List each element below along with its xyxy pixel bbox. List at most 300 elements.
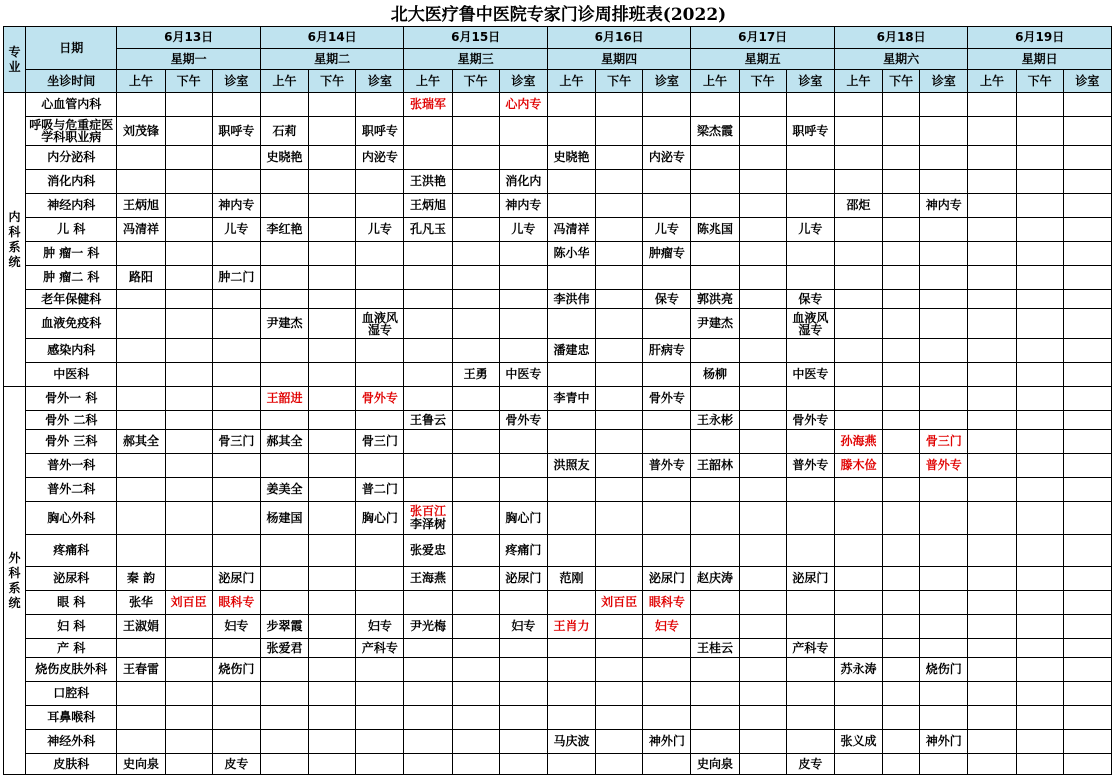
schedule-cell [165, 93, 212, 117]
schedule-cell: 骨外专 [356, 387, 404, 411]
schedule-cell [968, 93, 1016, 117]
department-name: 消化内科 [26, 170, 117, 194]
schedule-cell [968, 363, 1016, 387]
schedule-cell [883, 567, 920, 591]
schedule-cell: 陈小华 [547, 242, 595, 266]
schedule-cell [596, 170, 643, 194]
schedule-cell [452, 454, 499, 478]
schedule-cell [883, 591, 920, 615]
schedule-cell [260, 339, 308, 363]
schedule-cell: 普外专 [786, 454, 834, 478]
schedule-cell [547, 682, 595, 706]
system-label-surgical: 外科系统 [4, 387, 26, 775]
schedule-cell [165, 387, 212, 411]
schedule-cell: 李红艳 [260, 218, 308, 242]
schedule-cell [883, 387, 920, 411]
schedule-cell [356, 535, 404, 567]
schedule-cell [968, 754, 1016, 775]
schedule-cell [643, 266, 691, 290]
day-date: 6月13日 [117, 27, 261, 49]
schedule-cell [883, 218, 920, 242]
schedule-cell: 王淑娟 [117, 615, 165, 639]
table-row [4, 93, 1112, 117]
table-row [4, 454, 1112, 478]
schedule-cell [260, 194, 308, 218]
schedule-cell [499, 478, 547, 502]
schedule-cell [404, 658, 452, 682]
schedule-cell [920, 266, 968, 290]
slot-label: 上午 [404, 70, 452, 93]
schedule-cell [786, 615, 834, 639]
schedule-cell [786, 387, 834, 411]
schedule-cell: 职呼专 [356, 117, 404, 146]
schedule-cell [1063, 242, 1111, 266]
schedule-cell: 史晓艳 [260, 146, 308, 170]
schedule-cell [452, 170, 499, 194]
schedule-cell [883, 290, 920, 309]
schedule-cell [786, 242, 834, 266]
schedule-cell [1063, 363, 1111, 387]
schedule-cell [117, 706, 165, 730]
schedule-cell [883, 682, 920, 706]
department-name: 中医科 [26, 363, 117, 387]
schedule-cell [309, 591, 356, 615]
schedule-cell [1063, 502, 1111, 535]
schedule-cell [404, 290, 452, 309]
schedule-cell [1063, 93, 1111, 117]
schedule-cell [643, 93, 691, 117]
schedule-cell: 张华 [117, 591, 165, 615]
schedule-cell [834, 591, 882, 615]
schedule-cell [691, 170, 739, 194]
schedule-cell [212, 478, 260, 502]
schedule-cell: 神内专 [212, 194, 260, 218]
schedule-cell [356, 682, 404, 706]
schedule-cell [1016, 639, 1063, 658]
schedule-cell [260, 754, 308, 775]
schedule-cell [165, 535, 212, 567]
schedule-cell [452, 146, 499, 170]
table-row [4, 363, 1112, 387]
table-row [4, 658, 1112, 682]
schedule-cell [739, 502, 786, 535]
schedule-cell [452, 591, 499, 615]
schedule-cell [1016, 454, 1063, 478]
table-row [4, 218, 1112, 242]
schedule-cell [968, 639, 1016, 658]
schedule-cell [786, 478, 834, 502]
schedule-cell [968, 146, 1016, 170]
schedule-cell [260, 266, 308, 290]
schedule-cell [834, 266, 882, 290]
slot-label: 下午 [883, 70, 920, 93]
schedule-cell [260, 411, 308, 430]
schedule-cell [260, 363, 308, 387]
schedule-cell: 职呼专 [212, 117, 260, 146]
schedule-cell [968, 478, 1016, 502]
schedule-cell [786, 170, 834, 194]
day-date: 6月16日 [547, 27, 691, 49]
schedule-cell: 妇专 [212, 615, 260, 639]
schedule-cell [165, 567, 212, 591]
schedule-cell [309, 430, 356, 454]
day-weekday: 星期日 [968, 49, 1112, 70]
schedule-cell: 骨三门 [920, 430, 968, 454]
schedule-cell: 王勇 [452, 363, 499, 387]
schedule-cell: 泌尿门 [499, 567, 547, 591]
slot-label: 上午 [691, 70, 739, 93]
schedule-cell [499, 682, 547, 706]
department-name: 骨外一 科 [26, 387, 117, 411]
schedule-cell: 儿专 [786, 218, 834, 242]
table-row [4, 309, 1112, 339]
schedule-cell [212, 639, 260, 658]
schedule-cell [1016, 363, 1063, 387]
schedule-cell: 眼科专 [212, 591, 260, 615]
schedule-cell [883, 430, 920, 454]
schedule-cell [739, 682, 786, 706]
schedule-cell [739, 639, 786, 658]
schedule-cell [691, 478, 739, 502]
table-row [4, 478, 1112, 502]
department-name: 烧伤皮肤外科 [26, 658, 117, 682]
schedule-cell: 眼科专 [643, 591, 691, 615]
slot-label: 下午 [596, 70, 643, 93]
schedule-cell [212, 242, 260, 266]
schedule-cell [452, 430, 499, 454]
schedule-cell [691, 682, 739, 706]
schedule-cell [165, 639, 212, 658]
schedule-cell: 王韶林 [691, 454, 739, 478]
schedule-cell: 王炳旭 [117, 194, 165, 218]
schedule-cell [499, 639, 547, 658]
schedule-cell: 杨建国 [260, 502, 308, 535]
schedule-cell [968, 535, 1016, 567]
slot-label: 上午 [968, 70, 1016, 93]
schedule-cell: 消化内 [499, 170, 547, 194]
schedule-cell: 产科专 [356, 639, 404, 658]
schedule-cell [834, 117, 882, 146]
schedule-cell: 胸心门 [499, 502, 547, 535]
schedule-cell [260, 591, 308, 615]
schedule-cell [260, 242, 308, 266]
schedule-cell [547, 502, 595, 535]
schedule-cell [117, 387, 165, 411]
schedule-cell: 普外专 [920, 454, 968, 478]
schedule-cell [834, 535, 882, 567]
schedule-cell [212, 682, 260, 706]
schedule-cell [356, 567, 404, 591]
system-label-internal: 内科系统 [4, 93, 26, 387]
schedule-cell [260, 290, 308, 309]
schedule-cell: 潘建忠 [547, 339, 595, 363]
schedule-cell [547, 706, 595, 730]
schedule-cell [309, 339, 356, 363]
slot-label: 下午 [309, 70, 356, 93]
schedule-cell [968, 339, 1016, 363]
schedule-cell [691, 430, 739, 454]
schedule-cell [356, 730, 404, 754]
schedule-cell [968, 218, 1016, 242]
schedule-cell [212, 339, 260, 363]
schedule-cell [117, 363, 165, 387]
schedule-cell: 赵庆涛 [691, 567, 739, 591]
schedule-cell: 陈兆国 [691, 218, 739, 242]
schedule-cell: 疼痛门 [499, 535, 547, 567]
schedule-cell [596, 363, 643, 387]
schedule-cell [883, 730, 920, 754]
schedule-cell: 儿专 [499, 218, 547, 242]
schedule-cell [1016, 218, 1063, 242]
schedule-cell [165, 146, 212, 170]
schedule-cell [260, 682, 308, 706]
schedule-cell [309, 478, 356, 502]
schedule-cell: 李青中 [547, 387, 595, 411]
schedule-cell [883, 754, 920, 775]
schedule-cell [968, 170, 1016, 194]
schedule-cell [1063, 339, 1111, 363]
table-row [4, 194, 1112, 218]
schedule-cell [309, 218, 356, 242]
day-date: 6月17日 [691, 27, 835, 49]
schedule-cell: 肿瘤专 [643, 242, 691, 266]
schedule-cell [1063, 146, 1111, 170]
schedule-cell [834, 387, 882, 411]
schedule-cell [920, 615, 968, 639]
department-name: 耳鼻喉科 [26, 706, 117, 730]
schedule-cell [1016, 478, 1063, 502]
schedule-cell [499, 430, 547, 454]
schedule-cell [968, 615, 1016, 639]
schedule-cell [883, 117, 920, 146]
schedule-cell [968, 682, 1016, 706]
schedule-cell [739, 339, 786, 363]
schedule-cell [547, 93, 595, 117]
department-name: 感染内科 [26, 339, 117, 363]
schedule-cell [404, 117, 452, 146]
schedule-cell [309, 309, 356, 339]
schedule-cell [596, 266, 643, 290]
schedule-cell [596, 502, 643, 535]
schedule-cell [691, 535, 739, 567]
schedule-cell: 普二门 [356, 478, 404, 502]
schedule-cell [739, 658, 786, 682]
schedule-cell [165, 706, 212, 730]
schedule-cell [404, 730, 452, 754]
day-date: 6月14日 [260, 27, 404, 49]
schedule-cell [968, 411, 1016, 430]
schedule-cell [1063, 170, 1111, 194]
schedule-cell [691, 615, 739, 639]
department-name: 内分泌科 [26, 146, 117, 170]
schedule-cell [968, 706, 1016, 730]
schedule-table [3, 26, 1112, 775]
schedule-cell [165, 754, 212, 775]
schedule-cell [499, 339, 547, 363]
schedule-cell [691, 502, 739, 535]
schedule-cell [1063, 754, 1111, 775]
schedule-cell [643, 502, 691, 535]
schedule-cell: 骨外专 [786, 411, 834, 430]
schedule-cell [920, 93, 968, 117]
schedule-cell [356, 363, 404, 387]
schedule-cell: 马庆波 [547, 730, 595, 754]
schedule-cell [1016, 615, 1063, 639]
schedule-cell [117, 478, 165, 502]
schedule-cell [1016, 309, 1063, 339]
schedule-cell [643, 170, 691, 194]
schedule-cell [643, 117, 691, 146]
department-name: 妇 科 [26, 615, 117, 639]
schedule-cell [356, 170, 404, 194]
schedule-cell [547, 535, 595, 567]
schedule-cell [786, 146, 834, 170]
schedule-cell [165, 242, 212, 266]
schedule-cell: 王鲁云 [404, 411, 452, 430]
table-row [4, 535, 1112, 567]
schedule-cell [547, 754, 595, 775]
schedule-cell [117, 535, 165, 567]
schedule-cell: 肿二门 [212, 266, 260, 290]
table-row [4, 706, 1112, 730]
schedule-cell [117, 502, 165, 535]
schedule-cell: 尹光梅 [404, 615, 452, 639]
doctor-name: 张百江 [409, 504, 446, 518]
schedule-cell [547, 430, 595, 454]
schedule-cell [920, 754, 968, 775]
schedule-cell: 张爱君 [260, 639, 308, 658]
schedule-cell [1063, 658, 1111, 682]
schedule-cell: 保专 [786, 290, 834, 309]
schedule-cell [212, 535, 260, 567]
schedule-cell [834, 146, 882, 170]
schedule-cell [260, 730, 308, 754]
schedule-cell [117, 454, 165, 478]
schedule-cell [309, 146, 356, 170]
schedule-cell [883, 194, 920, 218]
schedule-cell [1063, 411, 1111, 430]
date-header: 日期 [26, 27, 117, 70]
slot-label: 下午 [452, 70, 499, 93]
schedule-cell: 心内专 [499, 93, 547, 117]
schedule-cell: 王桂云 [691, 639, 739, 658]
schedule-cell [834, 93, 882, 117]
schedule-cell: 王海燕 [404, 567, 452, 591]
schedule-cell [356, 754, 404, 775]
schedule-cell [1063, 290, 1111, 309]
schedule-cell [596, 454, 643, 478]
schedule-cell [968, 730, 1016, 754]
schedule-cell [1016, 430, 1063, 454]
table-row [4, 411, 1112, 430]
schedule-cell: 皮专 [212, 754, 260, 775]
schedule-cell [452, 535, 499, 567]
schedule-cell [786, 706, 834, 730]
department-name: 骨外 二科 [26, 411, 117, 430]
schedule-cell [920, 170, 968, 194]
schedule-cell [596, 658, 643, 682]
schedule-cell [547, 309, 595, 339]
schedule-cell [596, 535, 643, 567]
schedule-cell: 王炳旭 [404, 194, 452, 218]
schedule-cell [356, 658, 404, 682]
schedule-cell [1016, 93, 1063, 117]
schedule-cell: 骨外专 [643, 387, 691, 411]
schedule-cell [1016, 706, 1063, 730]
schedule-cell [596, 478, 643, 502]
table-row [4, 242, 1112, 266]
schedule-cell: 孙海燕 [834, 430, 882, 454]
schedule-cell: 史向泉 [691, 754, 739, 775]
schedule-cell: 烧伤门 [920, 658, 968, 682]
schedule-cell: 杨柳 [691, 363, 739, 387]
schedule-cell [834, 363, 882, 387]
schedule-cell: 神外门 [920, 730, 968, 754]
schedule-cell: 血液风湿专 [356, 309, 404, 339]
schedule-cell [309, 117, 356, 146]
schedule-cell [1063, 615, 1111, 639]
schedule-cell [596, 567, 643, 591]
schedule-cell [1016, 117, 1063, 146]
schedule-cell [643, 639, 691, 658]
schedule-cell [499, 387, 547, 411]
schedule-cell [1016, 242, 1063, 266]
schedule-cell: 郭洪亮 [691, 290, 739, 309]
schedule-cell [920, 339, 968, 363]
schedule-cell: 儿专 [643, 218, 691, 242]
schedule-cell [596, 93, 643, 117]
schedule-cell [165, 478, 212, 502]
schedule-cell [547, 117, 595, 146]
table-row [4, 170, 1112, 194]
schedule-cell [1016, 339, 1063, 363]
schedule-cell [968, 387, 1016, 411]
department-name: 普外二科 [26, 478, 117, 502]
schedule-cell [1016, 266, 1063, 290]
schedule-cell: 皮专 [786, 754, 834, 775]
schedule-cell: 苏永涛 [834, 658, 882, 682]
schedule-cell [596, 339, 643, 363]
schedule-cell [499, 754, 547, 775]
schedule-cell [547, 170, 595, 194]
schedule-cell [920, 411, 968, 430]
slot-label: 上午 [117, 70, 165, 93]
schedule-cell: 滕木俭 [834, 454, 882, 478]
schedule-cell [739, 478, 786, 502]
schedule-cell [786, 682, 834, 706]
schedule-cell [968, 567, 1016, 591]
schedule-cell [356, 194, 404, 218]
schedule-cell [786, 194, 834, 218]
schedule-cell: 骨三门 [212, 430, 260, 454]
schedule-cell [643, 430, 691, 454]
schedule-cell [643, 754, 691, 775]
schedule-cell [1063, 309, 1111, 339]
schedule-cell [883, 242, 920, 266]
schedule-cell [643, 682, 691, 706]
schedule-cell [165, 411, 212, 430]
schedule-cell [1063, 567, 1111, 591]
schedule-cell [786, 535, 834, 567]
schedule-cell [643, 309, 691, 339]
schedule-cell [739, 615, 786, 639]
schedule-cell [834, 567, 882, 591]
schedule-cell [260, 658, 308, 682]
schedule-cell: 王洪艳 [404, 170, 452, 194]
schedule-cell [920, 218, 968, 242]
schedule-cell [165, 290, 212, 309]
schedule-cell [547, 658, 595, 682]
